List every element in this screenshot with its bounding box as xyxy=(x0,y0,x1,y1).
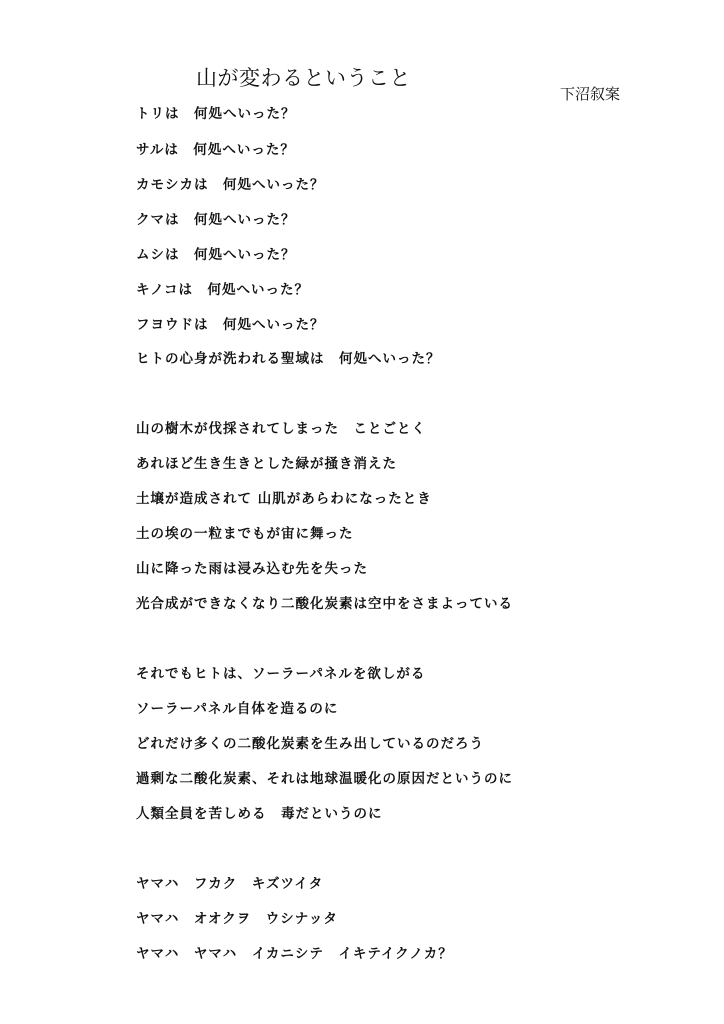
poem-line: 山に降った雨は浸み込む先を失った xyxy=(136,561,368,577)
poem-line: 過剰な二酸化炭素、それは地球温暖化の原因だというのに xyxy=(136,771,513,787)
poem-line: ヒトの心身が洗われる聖域は 何処へいった？ xyxy=(136,351,441,367)
poem-line: トリは 何処へいった？ xyxy=(136,106,296,122)
poem-title: 山が変わるということ xyxy=(196,66,411,90)
poem-line: 山の樹木が伐採されてしまった ことごとく xyxy=(136,421,426,437)
poem-line: どれだけ多くの二酸化炭素を生み出しているのだろう xyxy=(136,736,484,752)
poem-line: クマは 何処へいった？ xyxy=(136,212,296,228)
poem-line: 土壌が造成されて 山肌があらわになったとき xyxy=(136,491,432,507)
poem-line: ヤマハ ヤマハ イカニシテ イキテイクノカ？ xyxy=(136,946,453,962)
poem-line: カモシカは 何処へいった？ xyxy=(136,177,325,193)
poem-line: ムシは 何処へいった？ xyxy=(136,247,296,263)
poem-line: あれほど生き生きとした緑が掻き消えた xyxy=(136,456,397,472)
poem-line: 人類全員を苦しめる 毒だというのに xyxy=(136,806,383,822)
poem-line: ヤマハ フカク キズツイタ xyxy=(136,876,324,892)
poem-line: フヨウドは 何処へいった？ xyxy=(136,317,325,333)
poem-line: ヤマハ オオクヲ ウシナッタ xyxy=(136,911,338,927)
poem-line: 光合成ができなくなり二酸化炭素は空中をさまよっている xyxy=(136,596,513,612)
poem-line: キノコは 何処へいった？ xyxy=(136,282,310,298)
poem-line: 土の埃の一粒までもが宙に舞った xyxy=(136,526,354,542)
poem-line: サルは 何処へいった？ xyxy=(136,142,295,158)
poem-line: それでもヒトは、ソーラーパネルを欲しがる xyxy=(136,666,426,682)
author-name: 下沼叙案 xyxy=(560,85,621,103)
poem-line: ソーラーパネル自体を造るのに xyxy=(136,701,339,717)
